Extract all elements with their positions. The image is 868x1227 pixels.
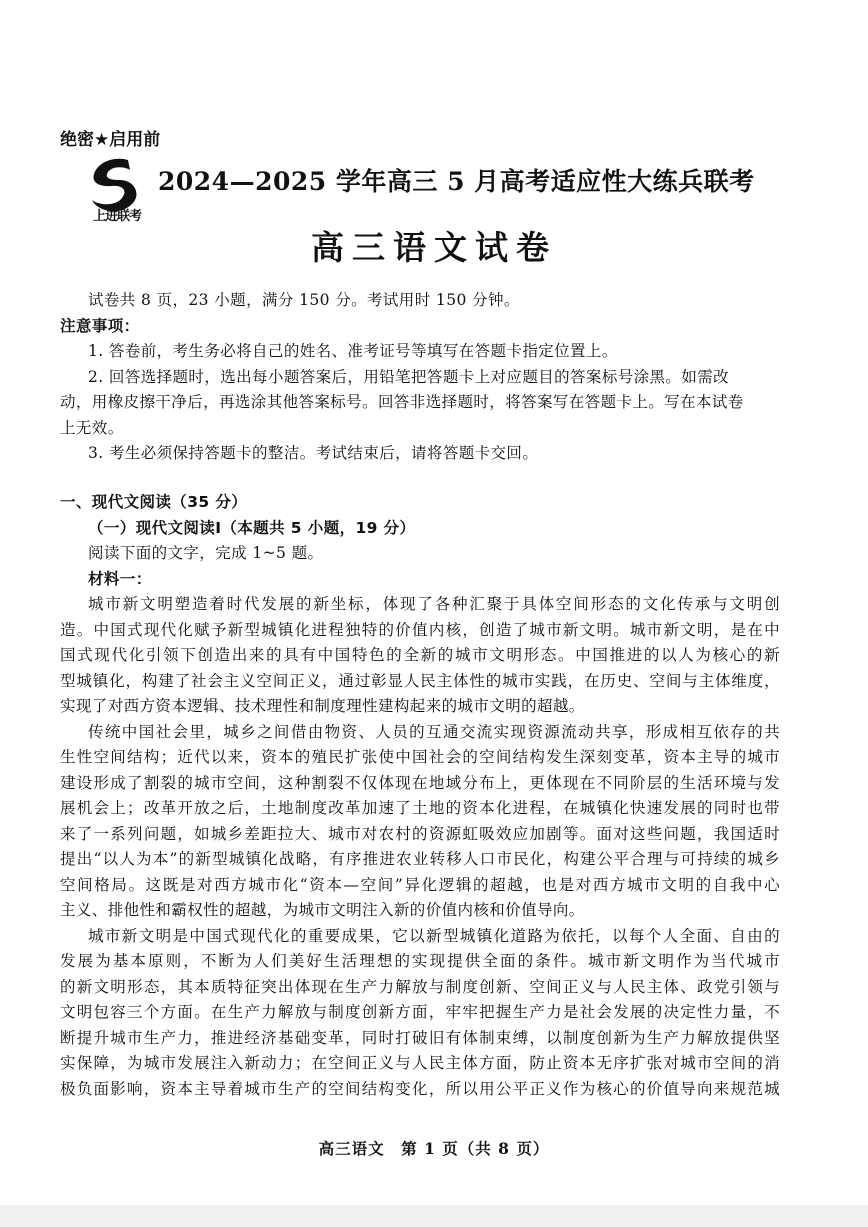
passage-line: 城市新文明塑造着时代发展的新坐标，体现了各种汇聚于具体空间形态的文化传承与文明创 xyxy=(88,595,780,613)
logo-caption: 上进联考 xyxy=(92,209,141,224)
passage-line: 国式现代化引领下创造出来的具有中国特色的全新的城市文明形态。中国推进的以人为核心的新 xyxy=(60,646,780,664)
passage-line: 城市新文明是中国式现代化的重要成果，它以新型城镇化道路为依托，以每个人全面、自由的 xyxy=(88,926,780,945)
scan-bottom-band xyxy=(0,1205,868,1227)
passage-line: 的新文明形态，其本质特征突出体现在生产力解放与制度创新、空间正义与人民主体、政党引领与 xyxy=(60,977,780,996)
section-title: 一、现代文阅读（35 分） xyxy=(60,493,248,511)
passage-line: 空间格局。这既是对西方城市化“资本—空间”异化逻辑的超越，也是对西方城市文明的自我中心 xyxy=(60,875,780,894)
exam-instructions xyxy=(60,288,780,467)
material-label: 材料一： xyxy=(88,569,152,588)
passage-line: 文明包容三个方面。在生产力解放与制度创新方面，牢牢把握生产力是社会发展的决定性力量，不 xyxy=(60,1003,780,1021)
reading-section xyxy=(60,490,780,1102)
passage-line: 建设形成了割裂的城市空间，这种割裂不仅体现在地域分布上，更体现在不同阶层的生活环境与发 xyxy=(60,773,780,792)
passage-line: 来了一系列问题，如城乡差距拉大、城市对农村的资源虹吸效应加剧等。面对这些问题，我国适时 xyxy=(60,824,780,843)
note-item: 上无效。 xyxy=(60,418,124,437)
passage-line: 极负面影响，资本主导着城市生产的空间结构变化，所以用公平正义作为核心的价值导向来规范城 xyxy=(60,1079,780,1098)
notes-heading: 注意事项： xyxy=(60,316,140,335)
passage-line: 主义、排他性和霸权性的超越，为城市文明注入新的价值内核和价值导向。 xyxy=(60,901,585,919)
passage-line: 展机会上；改革开放之后，土地制度改革加速了土地的资本化进程，在城镇化快速发展的同时也带 xyxy=(60,799,780,817)
note-item: 1. 答卷前，考生务必将自己的姓名、准考证号等填写在答题卡指定位置上。 xyxy=(88,342,618,360)
note-item: 3. 考生必须保持答题卡的整洁。考试结束后，请将答题卡交回。 xyxy=(88,444,539,462)
passage-line: 型城镇化，构建了社会主义空间正义，通过彰显人民主体性的城市实践，在历史、空间与主体维度， xyxy=(60,671,780,690)
section-instruction: 阅读下面的文字，完成 1~5 题。 xyxy=(88,544,324,562)
page-footer: 高三语文 第 1 页（共 8 页） xyxy=(318,1139,550,1158)
passage-line: 传统中国社会里，城乡之间借由物资、人员的互通交流实现资源流动共享，形成相互依存的共 xyxy=(88,722,780,741)
note-item: 2. 回答选择题时，选出每小题答案后，用铅笔把答题卡上对应题目的答案标号涂黑。如需改 xyxy=(88,367,730,386)
passage-line: 实保障，为城市发展注入新动力；在空间正义与人民主体方面，防止资本无序扩张对城市空间的消 xyxy=(60,1054,780,1072)
passage-line: 断提升城市生产力，推进经济基础变革，同时打破旧有体制束缚，以制度创新为生产力解放提供坚 xyxy=(60,1028,780,1047)
exam-title: 2024—2025 学年高三 5 月高考适应性大练兵联考 xyxy=(158,167,755,196)
passage-line: 生性空间结构；近代以来，资本的殖民扩张使中国社会的空间结构发生深刻变革，资本主导的城市 xyxy=(60,748,780,766)
passage-line: 造。中国式现代化赋予新型城镇化进程独特的价值内核，创造了城市新文明。城市新文明，是在中 xyxy=(60,620,780,639)
passage-line: 实现了对西方资本逻辑、技术理性和制度理性建构起来的城市文明的超越。 xyxy=(60,697,585,715)
section-subtitle: （一）现代文阅读Ⅰ（本题共 5 小题，19 分） xyxy=(88,518,416,537)
exam-info: 试卷共 8 页，23 小题，满分 150 分。考试用时 150 分钟。 xyxy=(88,291,520,309)
confidential-label: 绝密★启用前 xyxy=(60,130,161,150)
passage-line: 提出“以人为本”的新型城镇化战略，有序推进农业转移人口市民化，构建公平合理与可持续的城乡 xyxy=(60,850,780,868)
passage-line: 发展为基本原则，不断为人们美好生活理想的实现提供全面的条件。城市新文明作为当代城市 xyxy=(60,952,780,970)
paper-title: 高三语文试卷 xyxy=(311,228,557,267)
note-item: 动，用橡皮擦干净后，再选涂其他答案标号。回答非选择题时，将答案写在答题卡上。写在本试卷 xyxy=(60,393,744,411)
